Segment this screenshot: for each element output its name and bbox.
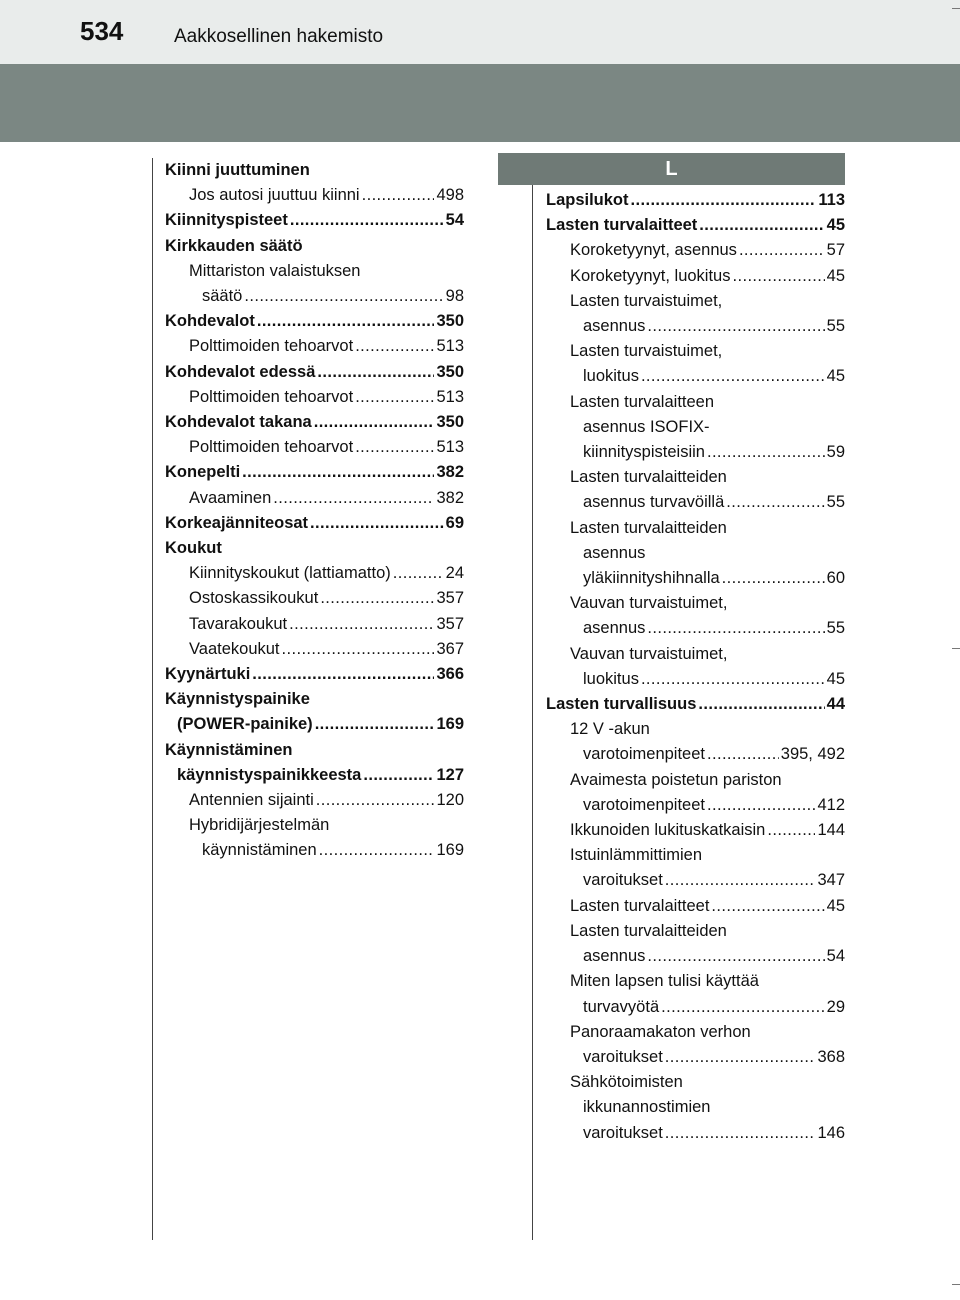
page-ref[interactable]: 69: [445, 513, 464, 532]
index-subentry: asennus: [583, 543, 646, 562]
index-entry: Käynnistäminen: [165, 740, 293, 759]
page-ref[interactable]: 144: [817, 821, 845, 840]
index-subentry: Koroketyynyt, asennus ..... 57: [546, 238, 845, 263]
index-subentry: 12 V -akun: [570, 720, 650, 739]
page-ref[interactable]: 368: [817, 1047, 845, 1066]
page-ref[interactable]: 382: [436, 463, 464, 482]
index-subentry: Kiinnityskoukut (lattiamatto) ..... 24: [165, 561, 464, 586]
page-ref[interactable]: 54: [445, 211, 464, 230]
index-entry: Lasten turvalaitteet ..... 45: [546, 213, 845, 238]
page-ref[interactable]: 55: [826, 493, 845, 512]
page-ref[interactable]: 60: [826, 569, 845, 588]
index-entry: Käynnistyspainike: [165, 690, 310, 709]
page-ref[interactable]: 44: [826, 695, 845, 714]
index-entry: Kohdevalot edessä ..... 350: [165, 360, 464, 385]
page-ref[interactable]: 55: [826, 317, 845, 336]
index-subentry: Lasten turvalaitteet ..... 45: [546, 894, 845, 919]
index-subentry: luokitus ..... 45: [546, 364, 845, 389]
page-ref[interactable]: 127: [436, 765, 464, 784]
index-subentry: Lasten turvalaitteiden: [570, 518, 727, 537]
page-ref[interactable]: 350: [436, 362, 464, 381]
page-ref[interactable]: 113: [818, 191, 845, 209]
page-ref[interactable]: 45: [826, 896, 845, 915]
page-ref[interactable]: 29: [826, 997, 845, 1016]
index-entry-cont: (POWER-painike) ..... 169: [165, 712, 464, 737]
index-subentry: Hybridijärjestelmän: [189, 816, 330, 835]
page-ref[interactable]: 357: [436, 614, 464, 633]
index-entry: Koukut: [165, 539, 222, 558]
page-ref[interactable]: 120: [436, 791, 464, 810]
index-subentry: varoitukset ..... 368: [546, 1045, 845, 1070]
index-subentry: Lasten turvaistuimet,: [570, 291, 723, 310]
page-ref[interactable]: 366: [436, 665, 464, 684]
page-ref[interactable]: 98: [445, 287, 464, 306]
page-ref[interactable]: 347: [817, 871, 845, 890]
page-number: 534: [80, 16, 124, 46]
section-letter: L: [498, 153, 845, 185]
index-subentry: turvavyötä ..... 29: [546, 995, 845, 1020]
page-ref[interactable]: 169: [436, 841, 464, 860]
index-subentry: yläkiinnityshihnalla ..... 60: [546, 566, 845, 591]
page-ref[interactable]: 45: [826, 216, 845, 235]
index-column-right: [546, 188, 845, 1146]
page-header: [0, 0, 960, 64]
page-ref[interactable]: 45: [826, 669, 845, 688]
page-ref[interactable]: 513: [436, 438, 464, 457]
index-subentry: Istuinlämmittimien: [570, 846, 703, 865]
index-subentry: asennus turvavöillä ..... 55: [546, 490, 845, 515]
edge-tick: [952, 1284, 960, 1285]
index-subentry: Ikkunoiden lukituskatkaisin ..... 144: [546, 818, 845, 843]
index-column-left: [165, 158, 464, 864]
index-subentry: Avaimesta poistetun pariston: [570, 770, 782, 789]
index-subentry: asennus ISOFIX-: [583, 417, 710, 436]
page-ref[interactable]: 24: [445, 564, 464, 583]
index-subentry: säätö ..... 98: [165, 284, 464, 309]
index-subentry: Polttimoiden tehoarvot ..... 513: [165, 334, 464, 359]
page-ref[interactable]: 169: [436, 715, 464, 734]
index-subentry: Jos autosi juuttuu kiinni ..... 498: [165, 183, 464, 208]
page-ref[interactable]: 57: [826, 241, 845, 260]
index-subentry: Panoraamakaton verhon: [570, 1022, 751, 1041]
page-ref[interactable]: 367: [436, 639, 464, 658]
page-ref[interactable]: 350: [436, 312, 464, 331]
index-entry: Kirkkauden säätö: [165, 236, 303, 255]
index-subentry: asennus ..... 54: [546, 944, 845, 969]
index-subentry: Lasten turvalaitteen: [570, 392, 715, 411]
page-ref[interactable]: 45: [826, 367, 845, 386]
index-subentry: varoitukset ..... 146: [546, 1121, 845, 1146]
page-ref[interactable]: 357: [436, 589, 464, 608]
index-subentry: Avaaminen ..... 382: [165, 486, 464, 511]
index-entry: Kiinni juuttuminen: [165, 161, 310, 179]
index-entry: Lapsilukot ..... 113: [546, 188, 845, 213]
index-subentry: Tavarakoukut ..... 357: [165, 612, 464, 637]
page-ref[interactable]: 395, 492: [780, 745, 845, 764]
index-subentry: Polttimoiden tehoarvot ..... 513: [165, 385, 464, 410]
index-subentry: Vaatekoukut ..... 367: [165, 637, 464, 662]
index-entry: Kyynärtuki ..... 366: [165, 662, 464, 687]
index-entry-cont: käynnistyspainikkeesta ..... 127: [165, 763, 464, 788]
index-subentry: asennus ..... 55: [546, 616, 845, 641]
page-ref[interactable]: 513: [436, 337, 464, 356]
index-entry: Kohdevalot takana ..... 350: [165, 410, 464, 435]
page-ref[interactable]: 382: [436, 488, 464, 507]
index-subentry: käynnistäminen ..... 169: [165, 838, 464, 863]
index-subentry: Koroketyynyt, luokitus ..... 45: [546, 264, 845, 289]
page-ref[interactable]: 59: [826, 443, 845, 462]
index-subentry: asennus ..... 55: [546, 314, 845, 339]
page-ref[interactable]: 45: [826, 266, 845, 285]
page-ref[interactable]: 54: [826, 947, 845, 966]
index-subentry: Vauvan turvaistuimet,: [570, 644, 728, 663]
index-subentry: ikkunannostimien: [583, 1098, 711, 1117]
index-entry: Korkeajänniteosat ..... 69: [165, 511, 464, 536]
index-subentry: Sähkötoimisten: [570, 1073, 683, 1092]
index-subentry: Antennien sijainti ..... 120: [165, 788, 464, 813]
index-subentry: luokitus ..... 45: [546, 667, 845, 692]
index-subentry: Mittariston valaistuksen: [189, 261, 361, 280]
index-entry: Konepelti ..... 382: [165, 460, 464, 485]
middle-divider: [532, 158, 533, 1240]
index-entry: Kohdevalot ..... 350: [165, 309, 464, 334]
index-entry: Kiinnityspisteet ..... 54: [165, 208, 464, 233]
page-ref[interactable]: 498: [436, 186, 464, 205]
index-entry: Lasten turvallisuus ..... 44: [546, 692, 845, 717]
header-band: [0, 64, 960, 142]
edge-tick: [952, 648, 960, 649]
page-ref[interactable]: 412: [817, 795, 845, 814]
index-subentry: kiinnityspisteisiin ..... 59: [546, 440, 845, 465]
page-title: Aakkosellinen hakemisto: [174, 26, 384, 47]
index-subentry: Vauvan turvaistuimet,: [570, 594, 728, 613]
index-subentry: Ostoskassikoukut ..... 357: [165, 586, 464, 611]
index-subentry: Lasten turvalaitteiden: [570, 468, 727, 487]
edge-tick: [952, 8, 960, 9]
page-ref[interactable]: 513: [436, 387, 464, 406]
index-subentry: Lasten turvaistuimet,: [570, 342, 723, 361]
page-ref[interactable]: 146: [817, 1123, 845, 1142]
page-ref[interactable]: 350: [436, 413, 464, 432]
index-subentry: varotoimenpiteet ..... 395, 492: [546, 742, 845, 767]
index-subentry: Polttimoiden tehoarvot ..... 513: [165, 435, 464, 460]
index-subentry: Miten lapsen tulisi käyttää: [570, 972, 759, 991]
index-subentry: varoitukset ..... 347: [546, 868, 845, 893]
page-ref[interactable]: 55: [826, 619, 845, 638]
index-subentry: Lasten turvalaitteiden: [570, 921, 727, 940]
index-subentry: varotoimenpiteet ..... 412: [546, 793, 845, 818]
left-divider: [152, 158, 153, 1240]
